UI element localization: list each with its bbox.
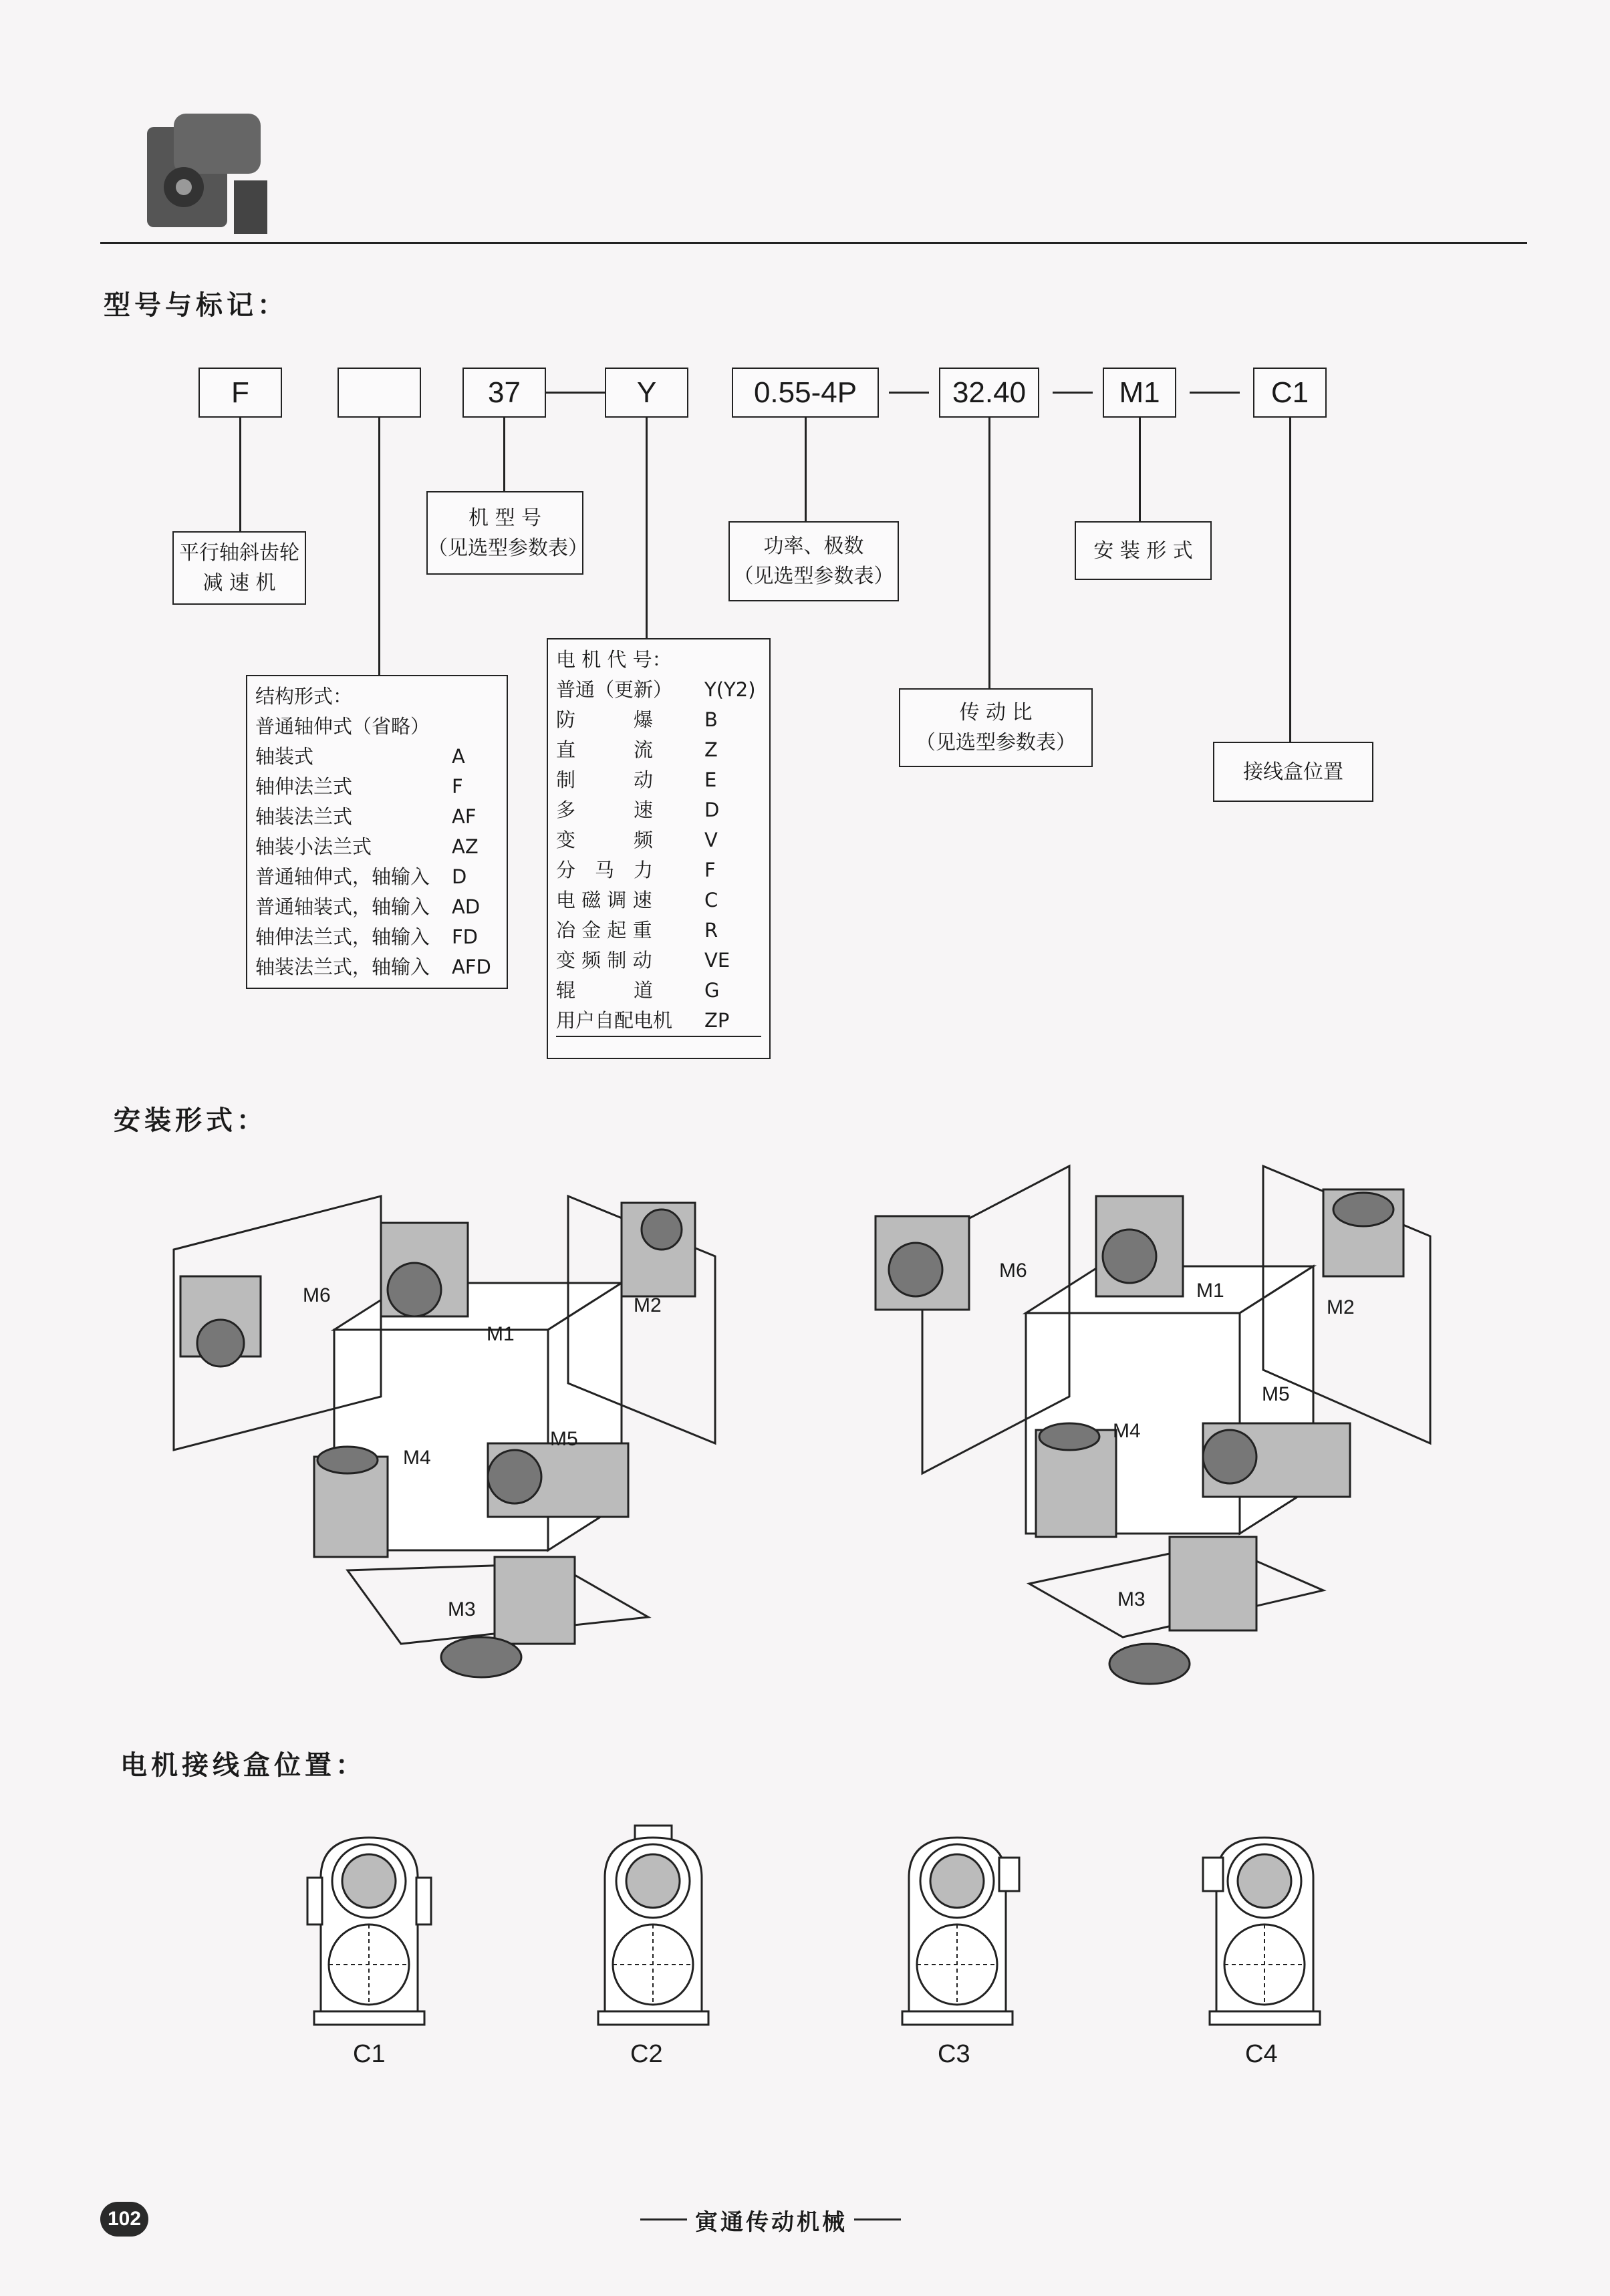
footer-rule-right [854,2218,901,2220]
mount-label-m4-right: M4 [1113,1420,1141,1442]
leader-line [805,418,807,521]
motor-list [547,638,771,1059]
code-box-power: 0.55-4P [732,368,879,418]
list-item: 普通（更新） Y(Y2) [556,678,756,701]
mount-label-m1-left: M1 [487,1323,515,1345]
page-number-badge [100,2202,148,2237]
code-box-terminal: C1 [1253,368,1327,418]
leader-line [1289,418,1291,742]
callout-terminal: 接线盒位置 [1213,742,1373,802]
terminal-drawing-c4 [1200,1831,1330,2028]
dash [1053,392,1093,394]
list-item: 防 爆 B [556,708,718,731]
mount-label-m6-right: M6 [999,1260,1027,1282]
list-item: 冶 金 起 重 R [556,919,718,942]
footer-rule-left [640,2218,687,2220]
terminal-drawing-c1 [304,1831,434,2028]
list-item: 直 流 Z [556,738,718,761]
code-box-size: 37 [462,368,546,418]
mount-label-m5-left: M5 [550,1428,578,1450]
leader-line [1139,418,1141,521]
list-item: 轴装法兰式 AF [255,805,477,828]
list-item: 电 磁 调 速 C [556,889,718,911]
dash [1190,392,1240,394]
mount-label-m2-left: M2 [634,1294,662,1316]
leader-line [646,418,648,638]
dash [546,392,605,394]
motor-title: 电 机 代 号： [556,648,672,671]
mounting-diagram-right [869,1156,1470,1724]
list-item: 普通轴伸式（省略） [255,715,430,738]
footer-company: 寅通传动机械 [695,2209,847,2236]
code-box-motor: Y [605,368,688,418]
list-item: 分 马 力 F [556,859,716,881]
leader-line [378,418,380,675]
list-item: 普通轴装式，轴输入 AD [255,895,481,918]
callout-size: 机 型 号 （见选型参数表） [426,491,583,575]
terminal-section-title: 电机接线盒位置： [120,1750,366,1781]
terminal-label-c2: C2 [630,2040,663,2068]
list-item: 普通轴伸式，轴输入 D [255,865,467,888]
mount-label-m4-left: M4 [403,1447,431,1469]
list-item: 轴装法兰式，轴输入 AFD [255,956,491,978]
list-item: 变 频 V [556,829,718,851]
list-item: 制 动 E [556,768,717,791]
mount-label-m6-left: M6 [303,1284,331,1306]
mount-label-m5-right: M5 [1262,1383,1290,1405]
terminal-label-c1: C1 [353,2040,386,2068]
header-product-image [134,100,274,234]
dash [889,392,929,394]
list-item: 用户自配电机 ZP [556,1006,761,1037]
list-item: 轴伸法兰式 F [255,775,463,798]
leader-line [503,418,505,491]
header-rule [100,242,1527,244]
structure-title: 结构形式： [255,685,353,708]
terminal-drawing-c3 [892,1831,1023,2028]
code-box-type: F [198,368,282,418]
list-item: 轴装式 A [255,745,465,768]
model-section-title: 型号与标记： [104,290,288,321]
terminal-drawing-c2 [588,1824,718,2028]
structure-list [246,675,508,989]
terminal-label-c4: C4 [1245,2040,1278,2068]
list-item: 辊 道 G [556,979,720,1002]
mount-label-m2-right: M2 [1327,1296,1355,1318]
code-box-ratio: 32.40 [939,368,1039,418]
list-item: 轴伸法兰式，轴输入 FD [255,925,479,948]
mount-label-m1-right: M1 [1196,1280,1224,1302]
page-number: 102 [107,2208,142,2230]
mount-label-m3-left: M3 [448,1598,476,1620]
leader-line [239,418,241,531]
list-item: 多 速 D [556,799,720,821]
list-item: 轴装小法兰式 AZ [255,835,479,858]
leader-line [988,418,990,688]
callout-ratio: 传 动 比 （见选型参数表） [899,688,1093,767]
code-box-mount: M1 [1103,368,1176,418]
mounting-diagram-left [167,1176,749,1711]
callout-mount: 安 装 形 式 [1075,521,1212,580]
callout-power: 功率、极数 （见选型参数表） [728,521,899,601]
callout-reducer: 平行轴斜齿轮 减 速 机 [172,531,306,605]
mount-label-m3-right: M3 [1117,1588,1146,1610]
terminal-label-c3: C3 [938,2040,970,2068]
mounting-section-title: 安装形式： [114,1105,267,1136]
list-item: 变 频 制 动 VE [556,949,730,972]
code-box-structure [338,368,421,418]
